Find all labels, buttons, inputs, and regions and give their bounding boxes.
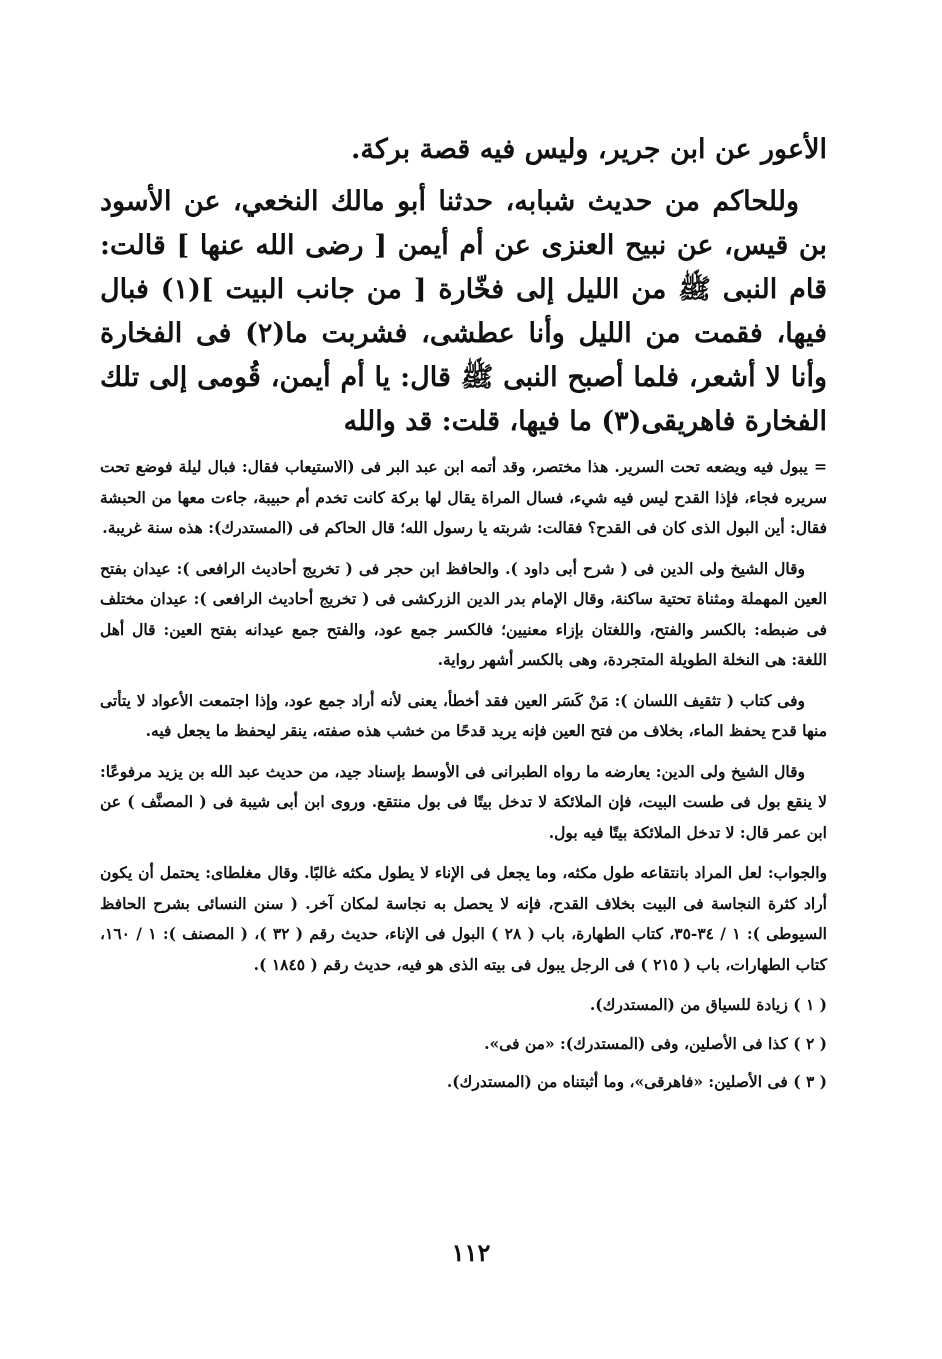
footnote-2: ( ٢ ) كذا فى الأصلين، وفى (المستدرك): «من فى». (484, 1033, 827, 1053)
main-paragraph-1: الأعور عن ابن جرير، وليس فيه قصة بركة. (350, 134, 827, 165)
notes-section (100, 452, 827, 1106)
footnotes (100, 990, 827, 1098)
note-paragraph-5: والجواب: لعل المراد بانتقاعه طول مكثه، وما يجعل فى الإناء لا يطول مكثه غالبًا. وقال مغلطاى: يحتمل أن يكون أراد كثرة النجاسة فى البيت بخلاف القدح، فإنه لا يحصل به نجاسة لمكان آخر. ( سنن النسائى بشرح الحافظ السيوطى ): ١ / ٣٤-٣٥، كتاب الطهارة، باب ( ٢٨ ) البول فى الإناء، حديث رقم ( ٣٢ )، ( المصنف ): ١ / ١٦٠، كتاب الطهارات، باب ( ٢١٥ ) فى الرجل يبول فى بيته الذى هو فيه، حديث رقم ( ١٨٤٥ ). (100, 863, 827, 974)
note-paragraph-2: وقال الشيخ ولى الدين فى ( شرح أبى داود ). والحافظ ابن حجر فى ( تخريج أحاديث الرافعى ): عيدان بفتح العين المهملة ومثناة تحتية ساكنة، وقال الإمام بدر الدين الزركشى فى ( تخريج أحاديث الرافعى ): عيدان مختلف فى ضبطه: بالكسر والفتح، واللغتان بإزاء معنيين؛ فالكسر جمع عود، والفتح جمع عيدانه بفتح العين: قال أهل اللغة: هى النخلة الطويلة المتجردة، وهى بالكسر أشهر رواية. (100, 558, 827, 669)
note-paragraph-3: وفى كتاب ( تثقيف اللسان ): مَنْ كَسَر العين فقد أخطأ، يعنى لأنه أراد جمع عود، وإذا اجتمعت الأعواد لا يتأتى منها قدح يحفظ الماء، بخلاف من فتح العين فإنه يريد قدحًا من خشب هذه صفته، ينقر ليحفظ ما يجعل فيه. (100, 690, 827, 740)
page-number: ١١٢ (451, 1238, 491, 1267)
main-text (100, 128, 827, 444)
note-continuation: = يبول فيه ويضعه تحت السرير. هذا مختصر، وقد أتمه ابن عبد البر فى (الاستيعاب فقال: فبال ليلة فوضع تحت سريره فجاء، فإذا القدح ليس فيه شيء، فسال المراة يقال لها بركة كانت تخدم أم حبيبة، جاءت معها من الحبشة فقال: أين البول الذى كان فى القدح؟ فقالت: شربته يا رسول الله؛ قال الحاكم فى (المستدرك): هذه سنة غريبة. (100, 457, 827, 537)
footnote-1: ( ١ ) زيادة للسياق من (المستدرك). (589, 995, 827, 1014)
note-paragraph-4: وقال الشيخ ولى الدين: يعارضه ما رواه الطبرانى فى الأوسط بإسناد جيد، من حديث عبد الله بن يزيد مرفوعًا: لا ينقع بول فى طست البيت، فإن الملائكة لا تدخل بيتًا فى بول منتقع. وروى ابن أبى شيبة فى ( المصنَّف ) عن ابن عمر قال: لا تدخل الملائكة بيتًا فيه بول. (100, 761, 827, 842)
footnote-3: ( ٣ ) فى الأصلين: «فاهرقى»، وما أثبتناه من (المستدرك). (446, 1072, 827, 1091)
main-paragraph-2: وللحاكم من حديث شبابه، حدثنا أبو مالك النخعي، عن الأسود بن قيس، عن نبيح العنزى عن أم أيمن [ رضى الله عنها ] قالت: قام النبى ﷺ من الليل إلى فخّارة [ من جانب البيت ](١) فبال فيها، فقمت من الليل وأنا عطشى، فشربت ما(٢) فى الفخارة وأنا لا أشعر، فلما أصبح النبى ﷺ قال: يا أم أيمن، قُومى إلى تلك الفخارة فاهريقى(٣) ما فيها، قلت: قد والله (100, 186, 828, 437)
